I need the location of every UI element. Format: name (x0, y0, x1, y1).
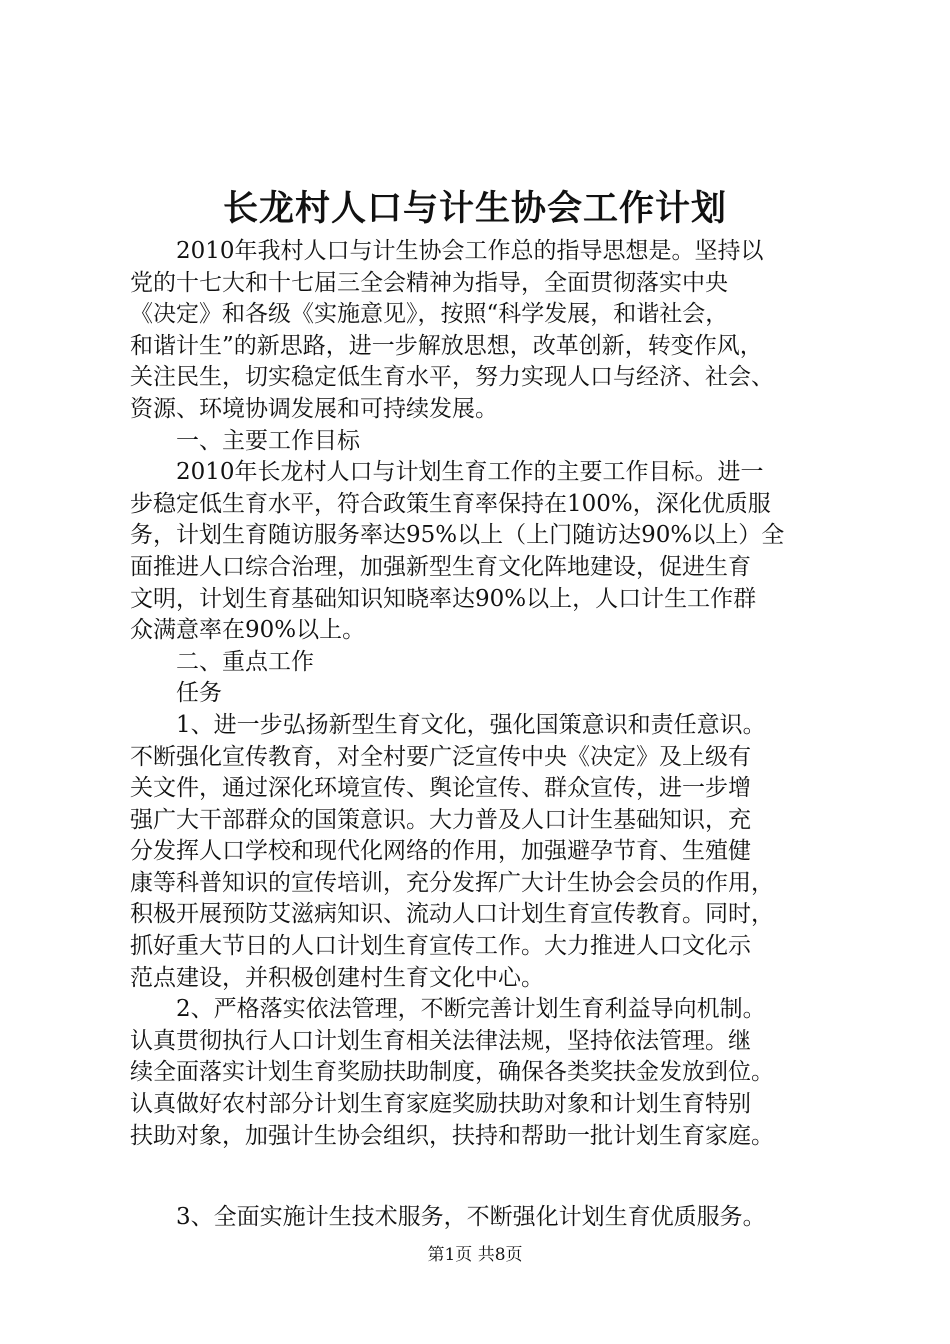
paragraph-line: 认真贯彻执行人口计划生育相关法律法规，坚持依法管理。继 (130, 1027, 751, 1054)
paragraph-line: 范点建设，并积极创建村生育文化中心。 (130, 964, 544, 991)
paragraph-line: 抓好重大节日的人口计划生育宣传工作。大力推进人口文化示 (130, 933, 751, 960)
paragraph-line: 康等科普知识的宣传培训，充分发挥广大计生协会会员的作用， (130, 869, 774, 896)
paragraph-line: 扶助对象，加强计生协会组织，扶持和帮助一批计划生育家庭。 (130, 1122, 774, 1149)
section-subheading: 任务 (176, 680, 222, 707)
paragraph-line: 和谐计生”的新思路，进一步解放思想，改革创新，转变作风， (130, 332, 763, 359)
paragraph-line: 2010年长龙村人口与计划生育工作的主要工作目标。进一 (176, 459, 764, 486)
paragraph-line: 续全面落实计划生育奖励扶助制度，确保各类奖扶金发放到位。 (130, 1059, 774, 1086)
page-number-footer: 第1页 共8页 (427, 1245, 523, 1265)
paragraph-line: 资源、环境协调发展和可持续发展。 (130, 395, 498, 422)
paragraph-line: 2、严格落实依法管理，不断完善计划生育利益导向机制。 (176, 996, 766, 1023)
paragraph-line: 分发挥人口学校和现代化网络的作用，加强避孕节育、生殖健 (130, 838, 751, 865)
section-heading: 二、重点工作 (176, 648, 314, 675)
paragraph-line: 3、全面实施计生技术服务，不断强化计划生育优质服务。 (176, 1204, 766, 1231)
document-body (130, 236, 830, 1234)
paragraph-line: 众满意率在90%以上。 (130, 617, 366, 644)
paragraph-line: 党的十七大和十七届三全会精神为指导，全面贯彻落实中央 (130, 269, 728, 296)
paragraph-line: 强广大干部群众的国策意识。大力普及人口计生基础知识，充 (130, 806, 751, 833)
paragraph-line: 务，计划生育随访服务率达95%以上（上门随访达90%以上）全 (130, 522, 785, 549)
paragraph-line: 不断强化宣传教育，对全村要广泛宣传中央《决定》及上级有 (130, 743, 751, 770)
section-heading: 一、主要工作目标 (176, 427, 360, 454)
paragraph-line: 2010年我村人口与计生协会工作总的指导思想是。坚持以 (176, 238, 764, 264)
paragraph-line: 1、进一步弘扬新型生育文化，强化国策意识和责任意识。 (176, 711, 766, 738)
paragraph-line: 关文件，通过深化环境宣传、舆论宣传、群众宣传，进一步增 (130, 775, 751, 802)
paragraph-line: 文明，计划生育基础知识知晓率达90%以上，人口计生工作群 (130, 585, 757, 612)
paragraph-line: 认真做好农村部分计划生育家庭奖励扶助对象和计划生育特别 (130, 1091, 751, 1118)
paragraph-line: 《决定》和各级《实施意见》，按照“科学发展，和谐社会， (130, 301, 729, 328)
paragraph-spacer (130, 1152, 830, 1202)
paragraph-line: 关注民生，切实稳定低生育水平，努力实现人口与经济、社会、 (130, 364, 774, 391)
paragraph-line: 面推进人口综合治理，加强新型生育文化阵地建设，促进生育 (130, 553, 751, 580)
document-title: 长龙村人口与计生协会工作计划 (222, 188, 727, 229)
paragraph-line: 步稳定低生育水平，符合政策生育率保持在100%，深化优质服 (130, 490, 771, 517)
paragraph-line: 积极开展预防艾滋病知识、流动人口计划生育宣传教育。同时， (130, 901, 774, 928)
